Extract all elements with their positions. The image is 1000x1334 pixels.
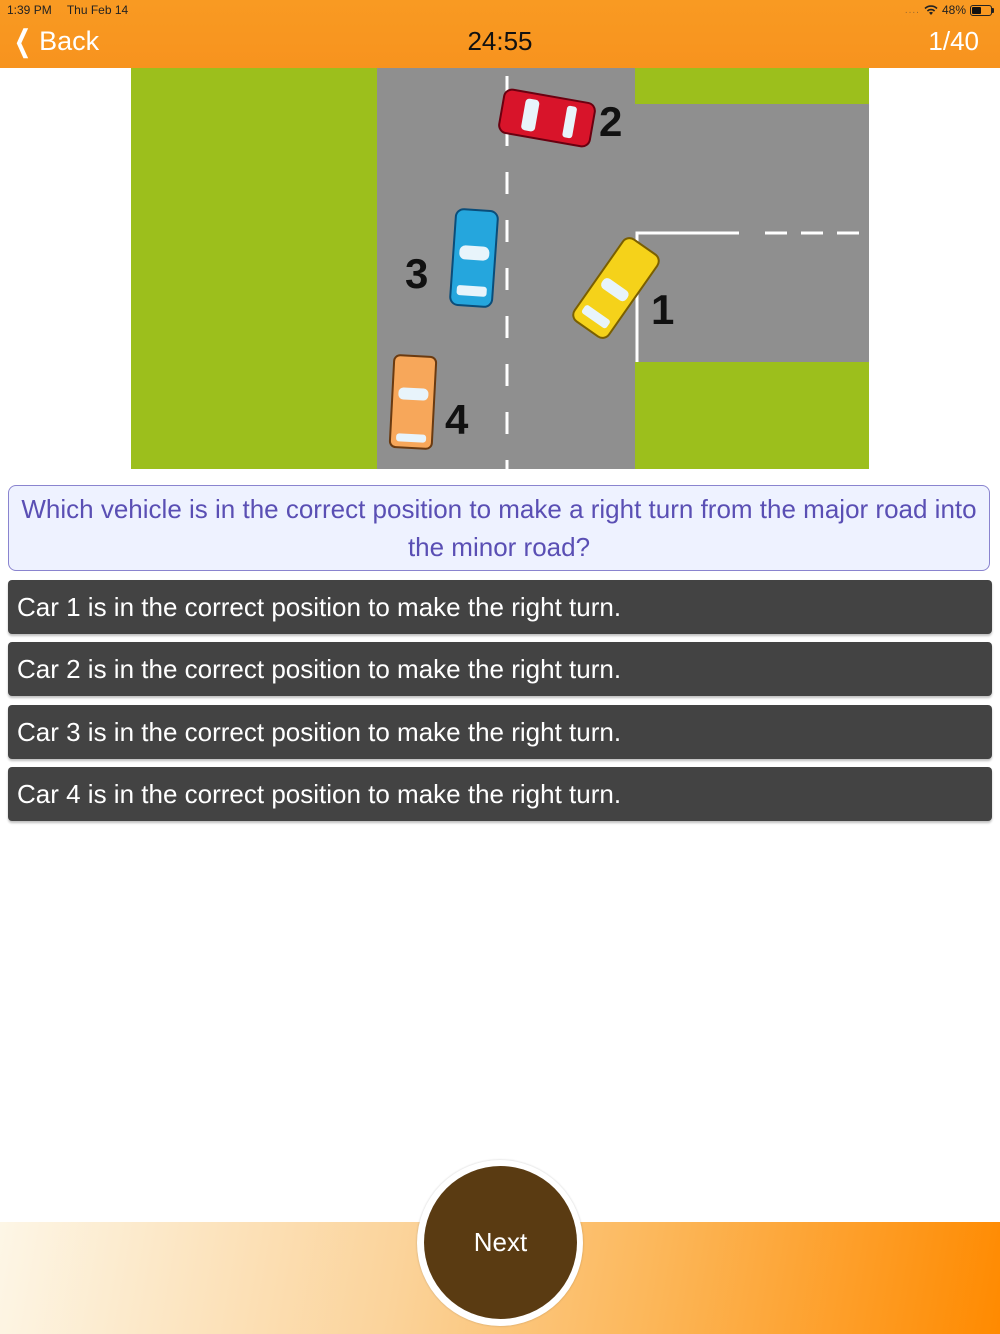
status-bar-right <box>905 3 992 17</box>
question-counter: 1/40 <box>928 26 979 56</box>
countdown-timer: 24:55 <box>467 26 533 56</box>
answer-option-3[interactable]: Car 3 is in the correct position to make the right turn. <box>8 705 992 759</box>
answer-option-1[interactable]: Car 1 is in the correct position to make the right turn. <box>8 580 992 634</box>
back-button[interactable] <box>10 24 99 59</box>
battery-percent: 48% <box>941 3 966 17</box>
timer-container <box>0 26 1000 57</box>
top-bar <box>0 0 1000 68</box>
signal-dots-icon: .... <box>904 4 920 16</box>
junction-illustration <box>131 68 869 469</box>
answer-option-2[interactable]: Car 2 is in the correct position to make the right turn. <box>8 642 992 696</box>
battery-icon <box>970 5 992 16</box>
answer-option-4[interactable]: Car 4 is in the correct position to make the right turn. <box>8 767 992 821</box>
car-4 <box>390 355 437 449</box>
car-label-1: 1 <box>651 286 675 333</box>
status-bar-left <box>7 3 140 17</box>
car-label-3: 3 <box>405 250 429 297</box>
chevron-left-icon: ❮ <box>13 25 32 58</box>
next-button[interactable] <box>424 1166 577 1319</box>
back-label: Back <box>39 26 100 56</box>
status-time: 1:39 PM <box>7 3 52 17</box>
car-label-4: 4 <box>445 396 469 443</box>
status-date: Thu Feb 14 <box>66 3 129 17</box>
car-label-2: 2 <box>599 98 623 145</box>
wifi-icon <box>924 5 938 16</box>
next-label: Next <box>473 1227 528 1257</box>
question-text: Which vehicle is in the correct position to make a right turn from the major road into the minor road? <box>8 485 990 571</box>
car-3 <box>450 209 499 308</box>
